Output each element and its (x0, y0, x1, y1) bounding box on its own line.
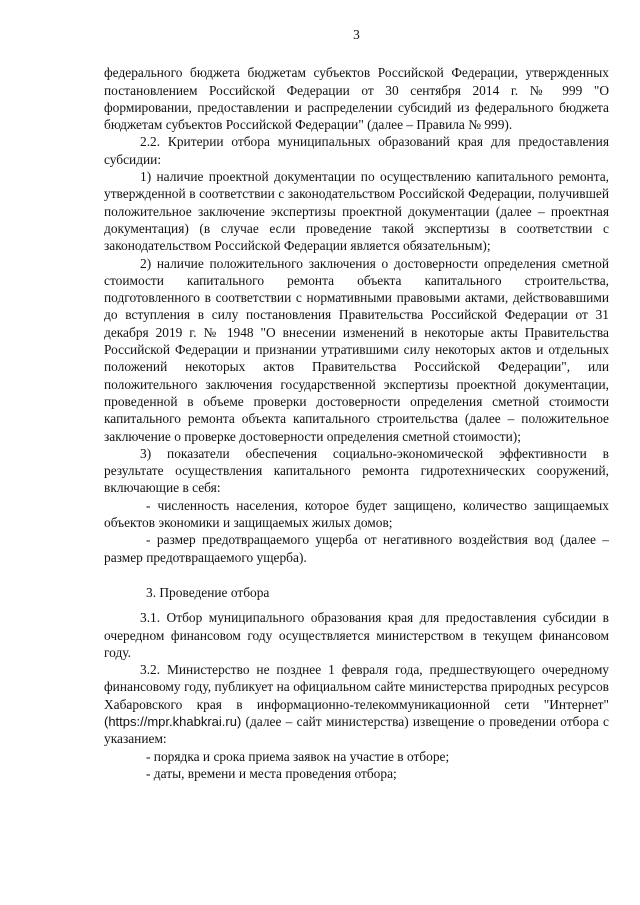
paragraph-3-2-text-start: 3.2. Министерство не позднее 1 февраля года, предшествующего очередному финансовому году, публикует на официальном сайте министерства природных ресурсов Хабаровского края в информационно-телекоммуникационной сети "Интернет" (104, 662, 609, 712)
criterion-2: 2) наличие положительного заключения о достоверности определения сметной стоимости капитального ремонта объекта капитального строительства, подготовленного в соответствии с нормативными правовыми актами, действовавшими до вступления в силу постановления Правительства Российской Федерации от 31 декабря 2019 г. № 1948 "О внесении изменений в некоторые акты Правительства Российской Федерации и признании утратившими силу некоторых актов и отдельных положений некоторых актов Правительства Российской Федерации", или положительного заключения государственной экспертизы проектной документации, проведенной в объеме проверки достоверности определения сметной стоимости капитального ремонта объекта капитального строительства (далее – положительное заключение о проверке достоверности определения сметной стоимости); (104, 255, 609, 444)
criterion-3-item-damage: - размер предотвращаемого ущерба от негативного воздействия вод (далее – размер предотвращаемого ущерба). (104, 532, 609, 565)
criterion-3-item-population: - численность населения, которое будет защищено, количество защищаемых объектов экономики и защищаемых жилых домов; (104, 497, 609, 531)
section-3-heading: 3. Проведение отбора (146, 584, 270, 600)
paragraph-3-2 (104, 661, 609, 747)
criterion-3: 3) показатели обеспечения социально-экономической эффективности в результате осуществления капитального ремонта гидротехнических сооружений, включающие в себя: (104, 445, 609, 496)
ministry-site-url: (https://mpr.khabkrai.ru) (104, 713, 242, 729)
announcement-item-date-place: - даты, времени и места проведения отбора; (146, 765, 397, 781)
paragraph-3-1: 3.1. Отбор муниципального образования края для предоставления субсидии в очередном финансовом году осуществляется министерством в текущем финансовом году. (104, 610, 609, 660)
criterion-1: 1) наличие проектной документации по осуществлению капитального ремонта, утвержденной в соответствии с законодательством Российской Федерации, получившей положительное заключение экспертизы проектной документации (далее – проектная документация) (в случае если проведение такой экспертизы в соответствии с законодательством Российской Федерации является обязательным); (104, 169, 609, 254)
paragraph-2-2: 2.2. Критерии отбора муниципальных образований края для предоставления субсидии: (104, 134, 609, 167)
paragraph-intro: федерального бюджета бюджетам субъектов Российской Федерации, утвержденных постановлением Российской Федерации от 30 сентября 2014 г. № 999 "О формировании, предоставлении и распределении субсидий из федерального бюджета бюджетам субъектов Российской Федерации" (далее – Правила № 999). (104, 65, 609, 133)
document-page (104, 26, 609, 782)
paragraph-3-2-text-end: (далее – сайт министерства) извещение о проведении отбора с указанием: (104, 713, 609, 747)
page-number: 3 (353, 27, 360, 42)
announcement-item-application-deadline: - порядка и срока приема заявок на участие в отборе; (146, 748, 450, 764)
